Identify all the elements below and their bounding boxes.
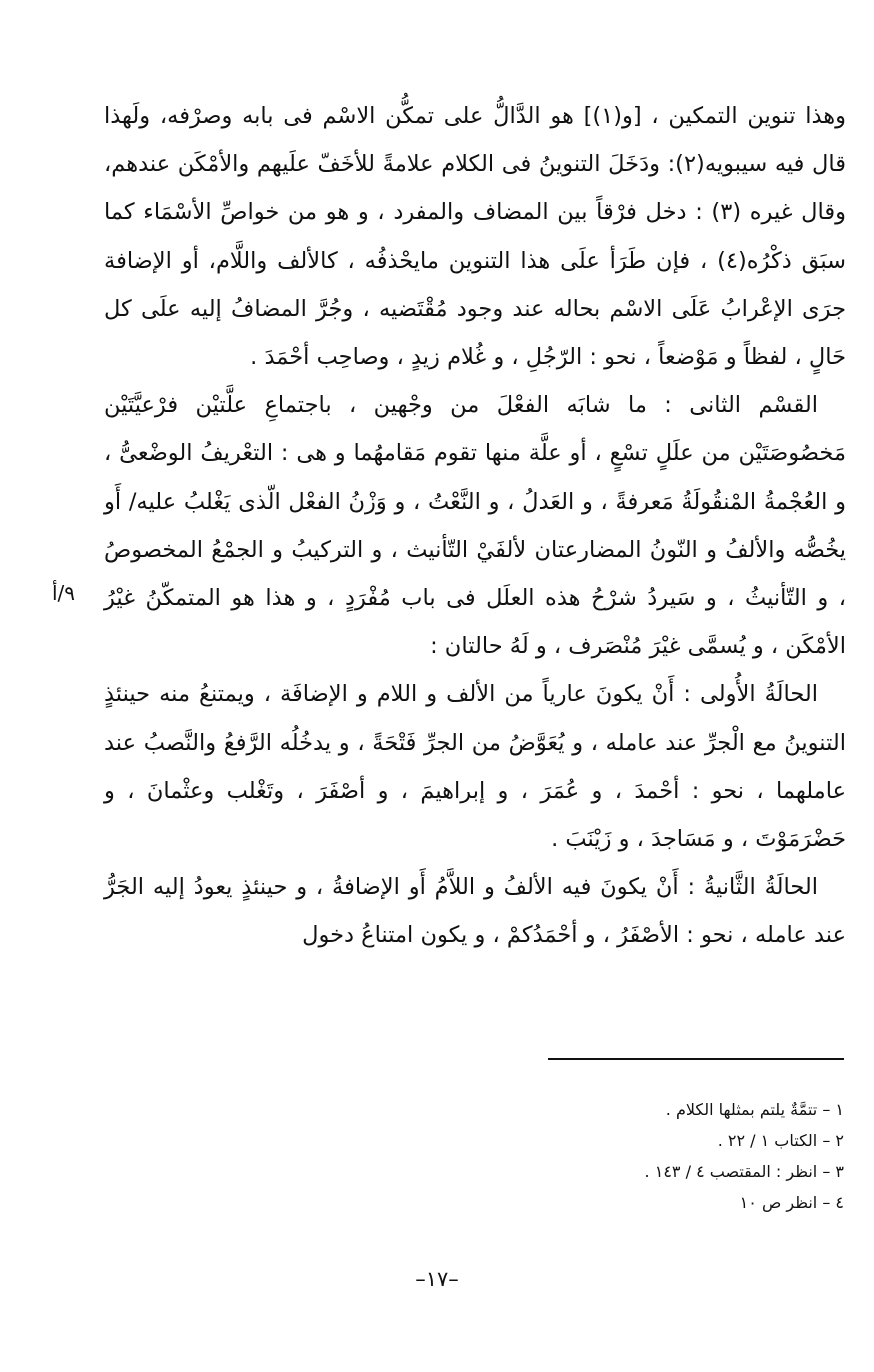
footnote-3: ٣ – انظر : المقتصب ٤ / ١٤٣ . (644, 1162, 844, 1181)
footnote-divider (548, 1058, 844, 1060)
footnote-4: ٤ – انظر ص ١٠ (739, 1193, 844, 1212)
manuscript-folio-note: ٩/أ (52, 581, 76, 605)
footnotes (244, 1094, 844, 1218)
footnote-2: ٢ – الكتاب ١ / ٢٢ . (717, 1131, 844, 1150)
footnote-1: ١ – تتمَّةٌ يلتم بمثلها الكلام . (665, 1100, 844, 1119)
paragraph-2: القسْم الثانى : ما شابَه الفعْلَ من وجْهين ، باجتماعِ علَّتيْن فرْعيَّتَيْن مَخصُوصَتَيْن من علَلٍ تسْعٍ ، أو علَّة منها تقوم مَقامهُما و هى : التعْريفُ الوضْعىُّ ، و العُجْمةُ المْنقُولَةُ مَعرفةً ، و العَدلُ ، و النَّعْتُ ، و وَزْنُ الفعْل الّذى يَغْلبُ عليه/ أَو يخُصُّه والألفُ و النّونُ المضارعتان لألفَيْ التّأنيث ، و التركيبُ و الجمْعُ المخصوصُ ، و التّأنيثُ ، و سَيردُ شرْحُ هذه العلَل فى باب مُفْرَدٍ ، و هذا هو المتمكّنُ غيْرُ الأمْكَن ، و يُسمَّى غيْرَ مُنْصَرف ، و لَهُ حالتان : (104, 392, 846, 660)
paragraph-4: الحالَةُ الثَّانيةُ : أَنْ يكونَ فيه الألفُ و اللاَّمُ أَو الإضافةُ ، و حينئذٍ يعودُ إليه الجَرُّ عند عامله ، نحو : الأصْفَرُ ، و أحْمَدُكمْ ، و يكون امتناعُ دخول (104, 874, 846, 949)
paragraph-1: وهذا تنوين التمكين ، [و(١)] هو الدَّالُّ على تمكُّن الاسْم فى بابه وصرْفه، ولَهذا قال فيه سيبويه(٢): ودَخَلَ التنوينُ فى الكلام علامةً للأخَفّ علَيهم والأمْكَن عندهم، وقال غيره (٣) : دخل فرْقاً بين المضاف والمفرد ، و هو من خواصِّ الأسْمَاء كما سبَق ذكْرُه(٤) ، فإن طَرَأ علَى هذا التنوين مايحْذفُه ، كالألف واللَّام، أو الإضافة جرَى الإعْرابُ عَلَى الاسْم بحاله عند وجود مُقْتَضيه ، وجُرَّ المضافُ إليه علَى كل حَالٍ ، لفظاً و مَوْضعاً ، نحو : الرّجُلِ ، و غُلام زيدٍ ، وصاحِب أحْمَدَ . (104, 103, 846, 371)
paragraph-3: الحالَةُ الأُولى : أَنْ يكونَ عارياً من الألف و اللام و الإضافَة ، ويمتنعُ منه حينئذٍ التنوينُ مع الْجرِّ عند عامله ، و يُعَوَّضُ من الجرِّ فَتْحَةً ، و يدخُلُه الرَّفعُ والنَّصبُ عند عاملهما ، نحو : أحْمدَ ، و عُمَرَ ، و إبراهيمَ ، و أصْفَرَ ، وتَغْلب وعثْمانَ ، و حَضْرَمَوْتَ ، و مَسَاجدَ ، و زَيْنَبَ . (104, 681, 846, 853)
main-text (104, 92, 846, 960)
page-number: –١٧– (415, 1267, 459, 1291)
